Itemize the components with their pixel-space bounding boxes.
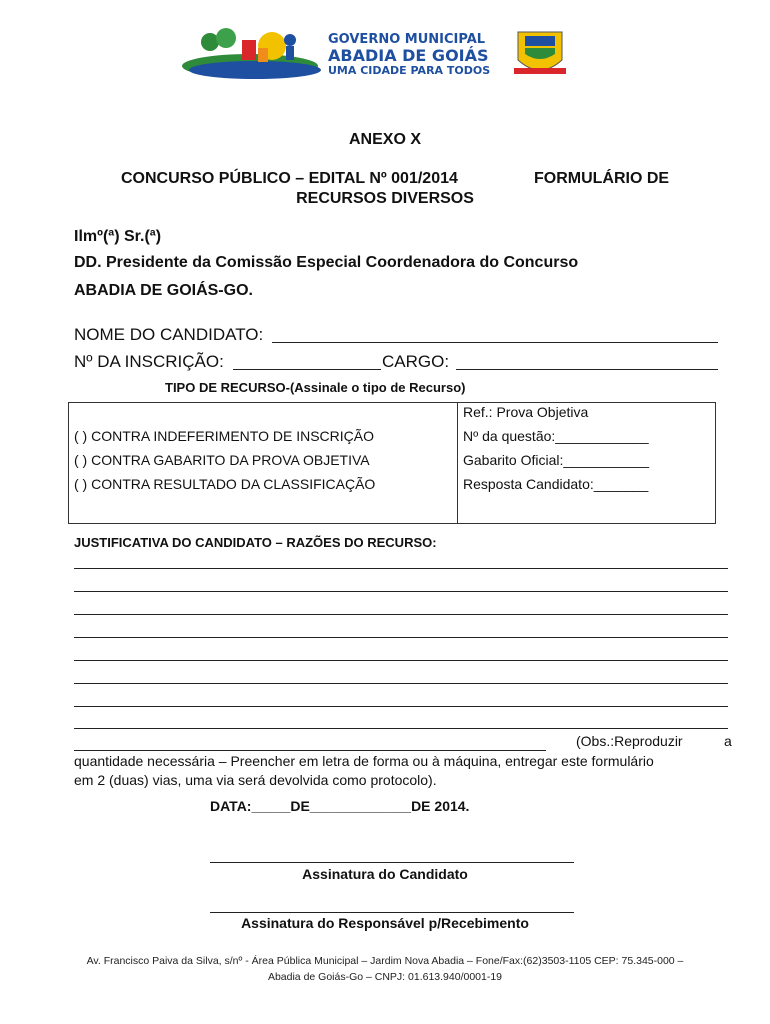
- title-line1-left: CONCURSO PÚBLICO – EDITAL Nº 001/2014: [121, 170, 458, 187]
- ref-gabarito-field[interactable]: Gabarito Oficial:___________: [463, 452, 650, 468]
- footer-cnpj: Abadia de Goiás-Go – CNPJ: 01.613.940/0001-19: [267, 971, 503, 983]
- writing-line[interactable]: [74, 706, 728, 707]
- signature-candidato-label: Assinatura do Candidato: [302, 866, 468, 882]
- coat-of-arms-icon: [514, 32, 566, 74]
- writing-line[interactable]: [74, 637, 728, 638]
- annex-title: ANEXO X: [348, 131, 421, 148]
- ref-resposta-field[interactable]: Resposta Candidato:_______: [463, 476, 649, 492]
- municipal-logo: [180, 26, 570, 82]
- obs-line3: em 2 (duas) vias, uma via será devolvida como protocolo).: [74, 772, 437, 788]
- logo-line3: UMA CIDADE PARA TODOS: [328, 64, 491, 77]
- writing-line[interactable]: [74, 750, 546, 751]
- obs-start: (Obs.:Reproduzir: [576, 733, 683, 749]
- option-gabarito[interactable]: ( ) CONTRA GABARITO DA PROVA OBJETIVA: [74, 452, 370, 468]
- cargo-label: CARGO:: [382, 352, 450, 371]
- nome-label: NOME DO CANDIDATO:: [74, 325, 264, 344]
- justificativa-heading: JUSTIFICATIVA DO CANDIDATO – RAZÕES DO RECURSO:: [74, 535, 437, 550]
- writing-line[interactable]: [74, 568, 728, 569]
- signature-line-candidato[interactable]: [210, 862, 574, 863]
- signature-line-responsavel[interactable]: [210, 912, 574, 913]
- title-line2: RECURSOS DIVERSOS: [296, 190, 474, 207]
- nome-input-line[interactable]: [272, 342, 718, 343]
- writing-line[interactable]: [74, 728, 728, 729]
- logo-line1: GOVERNO MUNICIPAL: [328, 32, 486, 47]
- writing-line[interactable]: [74, 660, 728, 661]
- writing-line[interactable]: [74, 591, 728, 592]
- logo-line2: ABADIA DE GOIÁS: [328, 46, 489, 65]
- writing-line[interactable]: [74, 683, 728, 684]
- footer-address: Av. Francisco Paiva da Silva, s/nº - Área Pública Municipal – Jardim Nova Abadia – Fone/Fax:(62)3503-1105 CEP: 75.345-000 –: [86, 955, 684, 967]
- obs-a: a: [724, 733, 732, 749]
- address-line2: ABADIA DE GOIÁS-GO.: [74, 282, 253, 299]
- inscricao-input-line[interactable]: [233, 369, 381, 370]
- writing-line[interactable]: [74, 614, 728, 615]
- obs-line2: quantidade necessária – Preencher em letra de forma ou à máquina, entregar este formulário: [74, 753, 654, 769]
- data-line[interactable]: DATA:_____DE_____________DE 2014.: [210, 798, 470, 814]
- option-resultado[interactable]: ( ) CONTRA RESULTADO DA CLASSIFICAÇÃO: [74, 476, 376, 492]
- cargo-input-line[interactable]: [456, 369, 718, 370]
- ref-questao-field[interactable]: Nº da questão:____________: [463, 428, 649, 444]
- title-line1-right: FORMULÁRIO DE: [534, 170, 670, 187]
- inscricao-label: Nº DA INSCRIÇÃO:: [74, 352, 224, 371]
- salutation: Ilmº(ª) Sr.(ª): [74, 228, 162, 245]
- address-line1: DD. Presidente da Comissão Especial Coordenadora do Concurso: [74, 254, 579, 271]
- ref-title: Ref.: Prova Objetiva: [463, 404, 589, 420]
- signature-responsavel-label: Assinatura do Responsável p/Recebimento: [241, 915, 529, 931]
- recurso-heading: TIPO DE RECURSO-(Assinale o tipo de Recurso): [165, 380, 466, 395]
- option-indeferimento[interactable]: ( ) CONTRA INDEFERIMENTO DE INSCRIÇÃO: [74, 428, 374, 444]
